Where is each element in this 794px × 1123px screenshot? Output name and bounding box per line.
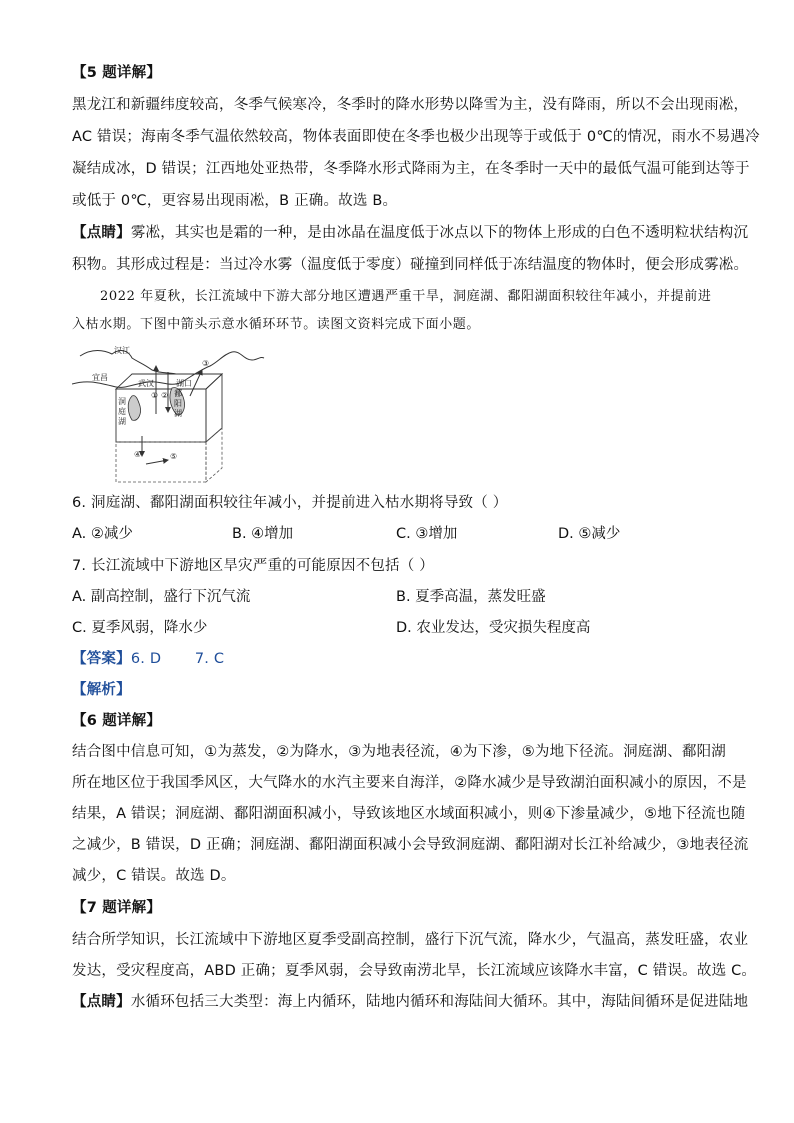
label-hanjiang: 汉江 [114, 346, 130, 355]
q6-option-d[interactable]: D. ⑤减少 [558, 526, 621, 542]
groundwater-flow-arrow [146, 460, 168, 464]
label-dongtinghu-char-1: 洞 [118, 397, 126, 406]
label-poyanghu-char-3: 湖 [174, 409, 182, 418]
label-n5: ⑤ [170, 452, 178, 461]
q6-option-a[interactable]: A. ②减少 [72, 526, 133, 542]
q5-text-line-1: 黑龙江和新疆纬度较高，冬季气候寒冷，冬季时的降水形势以降雪为主，没有降雨，所以不会出现雨凇， [72, 97, 749, 113]
block-side-face [206, 374, 222, 442]
label-hukou: 湖口 [176, 379, 192, 388]
label-dongtinghu-char-2: 庭 [118, 407, 126, 416]
label-n1: ① [151, 391, 159, 400]
q6-detail-line-3: 结果，A 错误；洞庭湖、鄱阳湖面积减小，导致该地区水域面积减小，则④下渗量减少，⑤地下径流也随 [72, 806, 746, 822]
q5-tip [72, 222, 748, 244]
label-poyanghu [174, 388, 185, 418]
q5-text-line-2: AC 错误；海南冬季气温依然较高，物体表面即使在冬季也极少出现等于或低于 0℃的情况，雨水不易遇冷 [72, 129, 760, 145]
q6-stem: 6. 洞庭湖、鄱阳湖面积较往年减小，并提前进入枯水期将导致（ ） [72, 495, 508, 511]
answer-line [72, 648, 224, 670]
passage-line-1: 2022 年夏秋，长江流域中下游大部分地区遭遇严重干旱，洞庭湖、鄱阳湖面积较往年减小，并提前进 [100, 289, 712, 304]
label-n4: ④ [134, 450, 142, 459]
passage-line-2: 入枯水期。下图中箭头示意水循环环节。读图文资料完成下面小题。 [72, 317, 481, 332]
q7-option-b[interactable]: B. 夏季高温，蒸发旺盛 [396, 589, 546, 605]
q5-heading: 【5 题详解】 [72, 65, 162, 81]
q6-option-b[interactable]: B. ④增加 [232, 526, 294, 542]
q6-detail-line-2: 所在地区位于我国季风区，大气降水的水汽主要来自海洋，②降水减少是导致湖泊面积减小的原因，不是 [72, 775, 747, 791]
q5-tip-line-1: 雾凇，其实也是霜的一种，是由冰晶在温度低于冰点以下的物体上形成的白色不透明粒状结构沉 [130, 225, 749, 241]
water-cycle-diagram [72, 344, 272, 484]
q7-stem: 7. 长江流域中下游地区旱灾严重的可能原因不包括（ ） [72, 558, 434, 574]
q7-tip-text: 水循环包括三大类型：海上内循环，陆地内循环和海陆间大循环。其中，海陆间循环是促进陆地 [130, 994, 749, 1010]
q6-detail-line-5: 减少，C 错误。故选 D。 [72, 868, 236, 884]
underground-front-face [116, 442, 206, 482]
label-wuhan: 武汉 [138, 379, 154, 388]
label-n3: ③ [202, 359, 210, 368]
answer-text: 6. D 7. C [130, 651, 225, 667]
label-dongtinghu-char-3: 湖 [118, 417, 126, 426]
q6-option-c[interactable]: C. ③增加 [396, 526, 458, 542]
q6-detail-line-1: 结合图中信息可知，①为蒸发，②为降水，③为地表径流，④为下渗，⑤为地下径流。洞庭湖、鄱阳湖 [72, 744, 726, 760]
label-n2: ② [161, 391, 169, 400]
q7-tip [72, 991, 748, 1013]
q7-detail-line-1: 结合所学知识，长江流域中下游地区夏季受副高控制，盛行下沉气流，降水少，气温高，蒸发旺盛，农业 [72, 932, 749, 948]
label-yichang: 宜昌 [92, 373, 108, 382]
label-poyanghu-char-1: 鄱 [174, 389, 182, 398]
answer-label: 【答案】 [72, 651, 131, 667]
q5-tip-label: 【点睛】 [72, 225, 131, 241]
q7-option-c[interactable]: C. 夏季风弱，降水少 [72, 620, 208, 636]
q7-option-a[interactable]: A. 副高控制，盛行下沉气流 [72, 589, 251, 605]
label-dongtinghu [118, 397, 129, 426]
q7-option-d[interactable]: D. 农业发达，受灾损失程度高 [396, 620, 591, 636]
q7-tip-label: 【点睛】 [72, 994, 131, 1010]
q5-tip-line-2: 积物。其形成过程是：当过冷水雾（温度低于零度）碰撞到同样低于冻结温度的物体时，便会形成雾凇。 [72, 257, 749, 273]
underground-side-face [206, 428, 222, 482]
q6-detail-heading: 【6 题详解】 [72, 713, 162, 729]
q7-detail-heading: 【7 题详解】 [72, 900, 162, 916]
block-top-face [116, 374, 222, 389]
q5-text-line-4: 或低于 0℃，更容易出现雨凇，B 正确。故选 B。 [72, 193, 398, 209]
q6-detail-line-4: 之减少，B 错误，D 正确；洞庭湖、鄱阳湖面积减小会导致洞庭湖、鄱阳湖对长江补给减少，③地表径流 [72, 837, 749, 853]
dongting-lake-shape [128, 396, 140, 421]
q7-detail-line-2: 发达，受灾程度高，ABD 正确；夏季风弱，会导致南涝北旱，长江流域应该降水丰富，C 错误。故选 C。 [72, 963, 757, 979]
q5-text-line-3: 凝结成冰，D 错误；江西地处亚热带，冬季降水形式降雨为主，在冬季时一天中的最低气温可能到达等于 [72, 161, 750, 177]
label-poyanghu-char-2: 阳 [174, 399, 182, 408]
analysis-label: 【解析】 [72, 682, 131, 698]
